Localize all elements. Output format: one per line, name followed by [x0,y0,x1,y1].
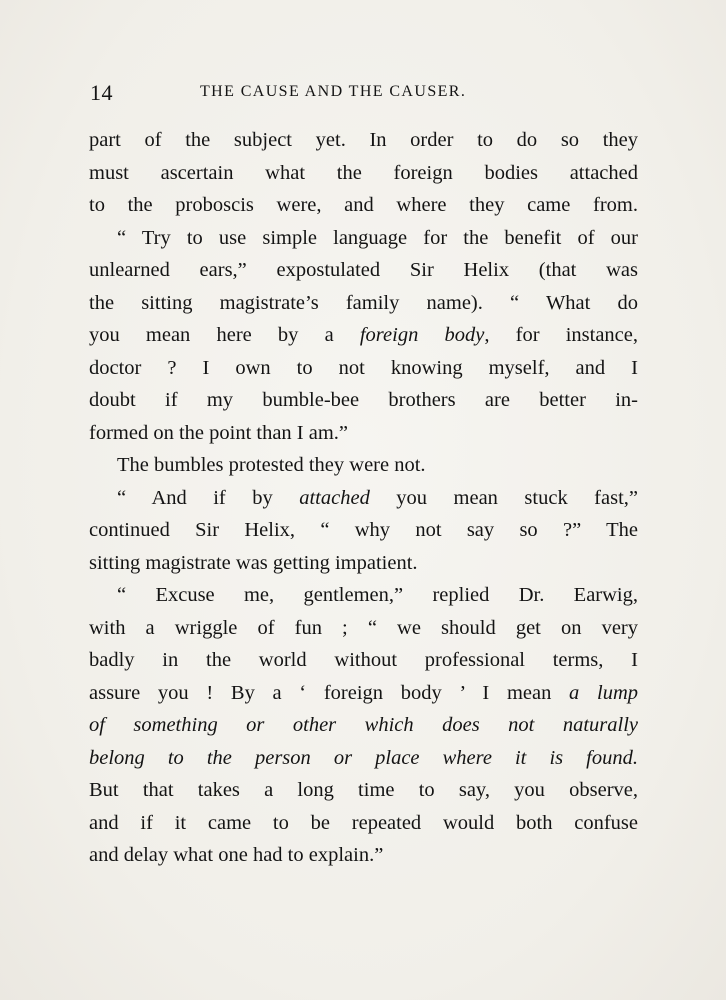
text-segment: assure you ! By a ‘ foreign body ’ I mean [89,681,570,704]
text-segment: you mean here by a [89,324,360,346]
text-line [89,189,638,222]
text-segment: part of the subject yet. In order to do so they [89,129,638,151]
italic-text: a lump [569,681,638,704]
text-segment: and delay what one had to explain.” [89,844,384,866]
text-line [89,124,638,157]
text-segment: doctor ? I own to not knowing myself, and I [89,356,638,379]
text-line [89,482,638,515]
italic-text: attached [299,486,370,509]
text-segment: to the proboscis were, and where they came from. [89,194,638,216]
text-line [89,644,638,677]
text-line [89,384,638,417]
text-segment: the sitting magistrate’s family name). “ What do [89,291,638,314]
text-line [89,677,638,710]
text-segment: continued Sir Helix, “ why not say so ?” The [89,519,638,541]
text-segment: must ascertain what the foreign bodies attached [89,161,638,184]
text-segment: badly in the world without professional terms, I [89,649,638,671]
text-line [89,222,638,255]
page-header [90,80,638,112]
text-line [89,839,638,872]
text-line [89,449,638,482]
text-line [89,709,638,742]
text-segment: unlearned ears,” expostulated Sir Helix (that was [89,259,638,281]
body-text [89,124,638,872]
italic-text: of something or other which does not naturally [89,714,638,736]
italic-text: foreign body [359,324,485,346]
text-segment: But that takes a long time to say, you observe, [89,779,638,801]
text-segment: The bumbles protested they were not. [117,454,426,476]
text-line [89,287,638,320]
text-segment: “ Excuse me, gentlemen,” replied Dr. Earwig, [117,584,638,606]
text-line [89,157,638,190]
text-line [89,254,638,287]
text-line [89,742,638,775]
text-line [89,514,638,547]
text-line [89,807,638,840]
text-segment: with a wriggle of fun ; “ we should get on very [89,616,638,639]
text-segment: doubt if my bumble-bee brothers are better in- [89,389,638,411]
text-line [89,319,638,352]
text-segment: formed on the point than I am.” [89,421,349,444]
italic-text: belong to the person or place where it is found. [89,746,638,769]
text-line [89,352,638,385]
running-title: THE CAUSE AND THE CAUSER. [200,83,467,100]
text-segment: you mean stuck fast,” [369,486,638,509]
text-segment: , for instance, [484,324,638,346]
text-line [89,417,638,450]
text-line [89,547,638,580]
text-line [89,579,638,612]
text-line [89,612,638,645]
text-line [89,774,638,807]
text-segment: sitting magistrate was getting impatient. [89,551,418,574]
text-segment: “ And if by [117,486,300,509]
page-number: 14 [90,80,113,105]
text-segment: “ Try to use simple language for the benefit of our [117,226,638,249]
text-segment: and if it came to be repeated would both confuse [89,811,638,834]
